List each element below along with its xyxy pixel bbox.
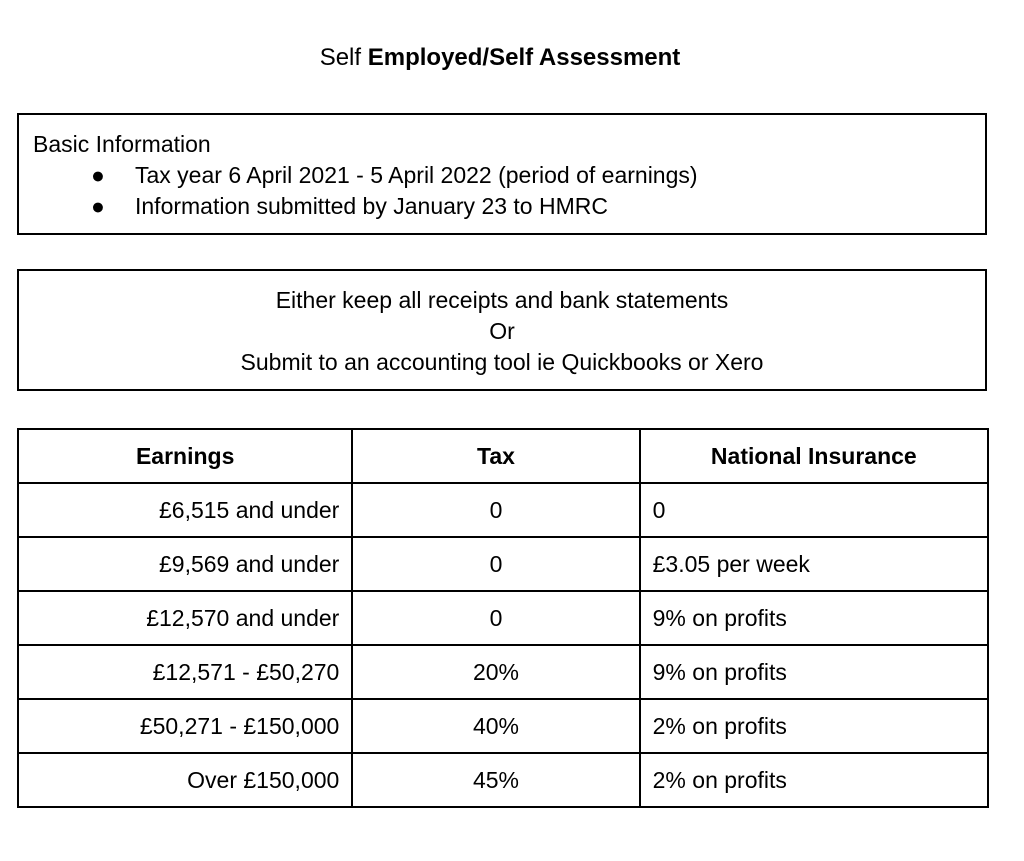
basic-information-item — [81, 191, 985, 222]
earnings-cell: Over £150,000 — [18, 753, 352, 807]
bullet-icon: ● — [91, 162, 105, 188]
tax-cell: 20% — [352, 645, 639, 699]
tax-cell: 0 — [352, 591, 639, 645]
earnings-cell: £12,571 - £50,270 — [18, 645, 352, 699]
tax-rates-table — [17, 428, 989, 808]
national-insurance-cell: 9% on profits — [640, 645, 988, 699]
national-insurance-cell: £3.05 per week — [640, 537, 988, 591]
earnings-cell: £12,570 and under — [18, 591, 352, 645]
column-header-earnings: Earnings — [18, 429, 352, 483]
column-header-national-insurance: National Insurance — [640, 429, 988, 483]
national-insurance-cell: 2% on profits — [640, 699, 988, 753]
record-keeping-line: Either keep all receipts and bank statements — [275, 287, 729, 313]
table-row — [18, 699, 988, 753]
basic-information-heading: Basic Information — [33, 131, 211, 157]
tax-cell: 0 — [352, 537, 639, 591]
table-header-row — [18, 429, 988, 483]
national-insurance-cell: 9% on profits — [640, 591, 988, 645]
basic-information-item — [81, 160, 985, 191]
basic-information-item-text: Tax year 6 April 2021 - 5 April 2022 (period of earnings) — [135, 162, 698, 188]
national-insurance-cell: 2% on profits — [640, 753, 988, 807]
table-row — [18, 537, 988, 591]
table-row — [18, 591, 988, 645]
tax-cell: 0 — [352, 483, 639, 537]
earnings-cell: £9,569 and under — [18, 537, 352, 591]
page-title-plain: Self — [319, 44, 368, 71]
tax-cell: 40% — [352, 699, 639, 753]
earnings-cell: £6,515 and under — [18, 483, 352, 537]
record-keeping-box — [17, 269, 987, 391]
record-keeping-line: Submit to an accounting tool ie Quickbooks or Xero — [240, 349, 764, 375]
page-title — [0, 42, 1000, 74]
table-row — [18, 645, 988, 699]
table-row — [18, 753, 988, 807]
tax-cell: 45% — [352, 753, 639, 807]
record-keeping-line: Or — [489, 318, 515, 344]
table-row — [18, 483, 988, 537]
page-title-bold: Employed/Self Assessment — [367, 44, 681, 71]
earnings-cell: £50,271 - £150,000 — [18, 699, 352, 753]
basic-information-list — [33, 160, 985, 222]
bullet-icon: ● — [91, 193, 105, 219]
column-header-tax: Tax — [352, 429, 639, 483]
basic-information-item-text: Information submitted by January 23 to HMRC — [135, 193, 608, 219]
basic-information-box — [17, 113, 987, 235]
national-insurance-cell: 0 — [640, 483, 988, 537]
